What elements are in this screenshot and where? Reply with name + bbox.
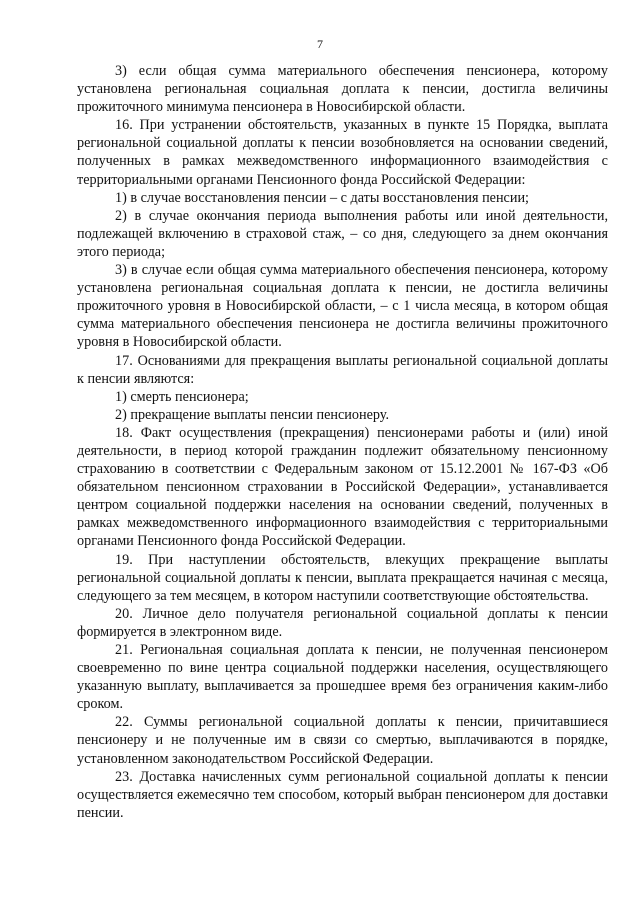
paragraph-17: 17. Основаниями для прекращения выплаты региональной социальной доплаты к пенсии являются: <box>77 352 608 387</box>
page-number: 7 <box>317 37 323 51</box>
paragraph-20: 20. Личное дело получателя региональной социальной доплаты к пенсии формируется в электронном виде. <box>77 605 608 640</box>
paragraph-22: 22. Суммы региональной социальной доплаты к пенсии, причитавшиеся пенсионеру и не полученные им в связи со смертью, выплачиваются в порядке, установленном законодательством Российской Федерации. <box>77 714 608 767</box>
paragraph-16-item-2: 2) в случае окончания периода выполнения работы или иной деятельности, подлежащей включению в страховой стаж, – со дня, следующего за днем окончания этого периода; <box>77 207 608 260</box>
paragraph-16: 16. При устранении обстоятельств, указанных в пункте 15 Порядка, выплата региональной социальной доплаты к пенсии возобновляется на основании сведений, полученных в рамках межведомственного информационного взаимодействия с территориальными органами Пенсионного фонда Российской Федерации: <box>77 117 608 188</box>
paragraph-23: 23. Доставка начисленных сумм региональной социальной доплаты к пенсии осуществляется ежемесячно тем способом, который выбран пенсионером для доставки пенсии. <box>77 768 608 821</box>
paragraph-subitem-3: 3) если общая сумма материального обеспечения пенсионера, которому установлена региональная социальная доплата к пенсии, достигла величины прожиточного минимума пенсионера в Новосибирской области. <box>77 63 608 116</box>
paragraph-19: 19. При наступлении обстоятельств, влекущих прекращение выплаты региональной социальной доплаты к пенсии, выплата прекращается начиная с месяца, следующего за тем месяцем, в котором наступили соответствующие обстоятельства. <box>77 551 608 604</box>
paragraph-16-item-3: 3) в случае если общая сумма материального обеспечения пенсионера, которому установлена региональная социальная доплата к пенсии, не достигла величины прожиточного уровня в Новосибирской области, – с 1 числа месяца, в котором общая сумма материального обеспечения пенсионера не достигла величины прожиточного уровня в Новосибирской области. <box>77 262 608 351</box>
paragraph-17-item-1: 1) смерть пенсионера; <box>115 388 249 405</box>
paragraph-16-item-1: 1) в случае восстановления пенсии – с даты восстановления пенсии; <box>115 189 529 206</box>
paragraph-17-item-2: 2) прекращение выплаты пенсии пенсионеру. <box>115 406 389 423</box>
document-body <box>77 62 608 822</box>
paragraph-18: 18. Факт осуществления (прекращения) пенсионерами работы и (или) иной деятельности, в период которой гражданин подлежит обязательному пенсионному страхованию в соответствии с Федеральным законом от 15.12.2001 № 167-ФЗ «Об обязательном пенсионном страховании в Российской Федерации», устанавливается центром социальной поддержки населения на основании сведений, полученных в рамках межведомственного информационного взаимодействия с территориальными органами Пенсионного фонда Российской Федерации. <box>77 424 608 550</box>
paragraph-21: 21. Региональная социальная доплата к пенсии, не полученная пенсионером своевременно по вине центра социальной поддержки населения, осуществляющего указанную выплату, выплачивается за прошедшее время без ограничения каким-либо сроком. <box>77 642 608 713</box>
